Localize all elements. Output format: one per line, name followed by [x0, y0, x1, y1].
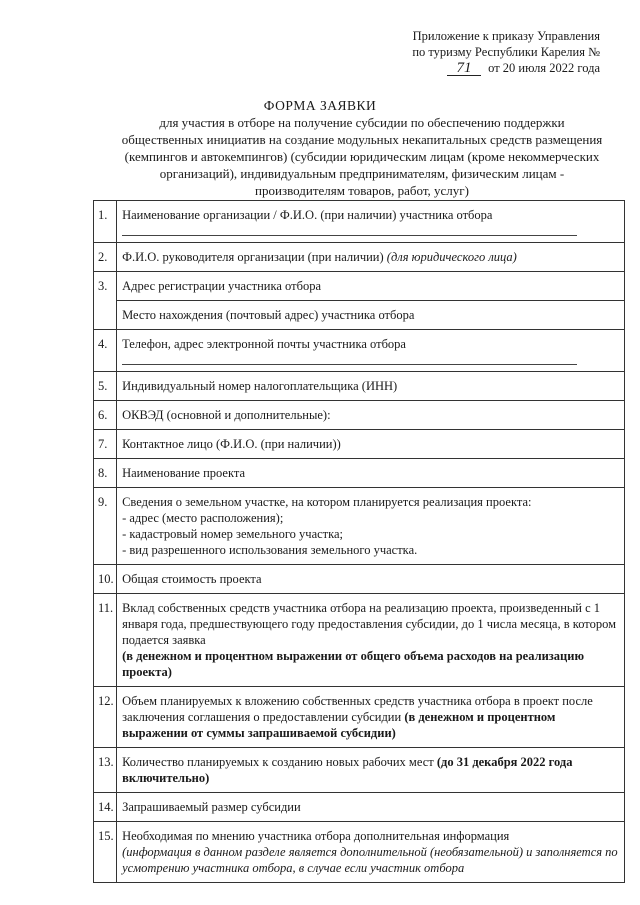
row-number: 5.	[94, 372, 117, 401]
row-text: Адрес регистрации участника отбора	[117, 272, 625, 301]
row-bold-note: (в денежном и процентном выражении от общего объема расходов на реализацию проекта)	[122, 649, 585, 679]
row-note: (для юридического лица)	[386, 250, 517, 264]
row-bold-note: (до 31 декабря 2022 года включительно)	[122, 755, 573, 785]
form-row-3	[94, 272, 625, 301]
row-label: Объем планируемых к вложению собственных средств участника отбора в проект после заключения соглашения о предоставлении субсидии	[122, 694, 593, 724]
order-number: 71	[447, 61, 481, 76]
row-number: 3.	[94, 272, 117, 330]
row-label: Наименование организации / Ф.И.О. (при наличии) участника отбора	[122, 208, 493, 222]
form-row-3b	[94, 301, 625, 330]
form-row-1	[94, 201, 625, 243]
row-number: 1.	[94, 201, 117, 243]
appendix-line-3	[360, 60, 600, 76]
form-title: ФОРМА ЗАЯВКИ	[263, 98, 377, 113]
row-text	[117, 687, 625, 748]
row-bold-note: (в денежном и процентном выражении от суммы запрашиваемой субсидии)	[122, 710, 556, 740]
form-row-8	[94, 459, 625, 488]
row-text	[117, 594, 625, 687]
row-label: Телефон, адрес электронной почты участника отбора	[122, 337, 406, 351]
row-label: Вклад собственных средств участника отбора на реализацию проекта, произведенный с 1 января года, предшествующего году предоставления субсидии, до 1 числа месяца, в котором подается заявка	[122, 601, 616, 647]
row-text: Наименование проекта	[117, 459, 625, 488]
form-row-15	[94, 822, 625, 883]
application-form-table	[93, 200, 625, 883]
row-number: 12.	[94, 687, 117, 748]
row-label: Сведения о земельном участке, на котором планируется реализация проекта:	[122, 495, 532, 509]
row-text: Запрашиваемый размер субсидии	[117, 793, 625, 822]
form-row-4	[94, 330, 625, 372]
order-date: от 20 июля 2022 года	[488, 61, 600, 75]
form-row-6	[94, 401, 625, 430]
form-row-7	[94, 430, 625, 459]
row-number: 14.	[94, 793, 117, 822]
form-row-14	[94, 793, 625, 822]
row-italic-note: (информация в данном разделе является дополнительной (необязательной) и заполняется по усмотрению участника отбора, в случае если участник отбора	[122, 845, 618, 875]
form-row-5	[94, 372, 625, 401]
row-number: 4.	[94, 330, 117, 372]
row-text: ОКВЭД (основной и дополнительные):	[117, 401, 625, 430]
row-number: 2.	[94, 243, 117, 272]
row-text: Индивидуальный номер налогоплательщика (ИНН)	[117, 372, 625, 401]
row-number: 9.	[94, 488, 117, 565]
row-text	[117, 243, 625, 272]
row-number: 6.	[94, 401, 117, 430]
row-text	[117, 822, 625, 883]
row-bullet: - кадастровый номер земельного участка;	[122, 527, 344, 541]
row-text	[117, 330, 625, 372]
row-number: 7.	[94, 430, 117, 459]
row-bullet: - вид разрешенного использования земельного участка.	[122, 543, 418, 557]
row-number: 13.	[94, 748, 117, 793]
appendix-line-1: Приложение к приказу Управления	[412, 29, 600, 43]
form-row-13	[94, 748, 625, 793]
row-label: Необходимая по мнению участника отбора дополнительная информация	[122, 829, 510, 843]
form-row-12	[94, 687, 625, 748]
row-number: 10.	[94, 565, 117, 594]
form-row-10	[94, 565, 625, 594]
appendix-line-2: по туризму Республики Карелия №	[412, 45, 600, 59]
row-number: 8.	[94, 459, 117, 488]
row-number: 11.	[94, 594, 117, 687]
row-bullet: - адрес (место расположения);	[122, 511, 284, 525]
row-label: Количество планируемых к созданию новых рабочих мест	[122, 755, 434, 769]
row-text: Контактное лицо (Ф.И.О. (при наличии))	[117, 430, 625, 459]
form-row-11	[94, 594, 625, 687]
appendix-header	[360, 28, 600, 76]
row-text	[117, 201, 625, 243]
row-label: Ф.И.О. руководителя организации (при наличии)	[122, 250, 384, 264]
row-text: Место нахождения (почтовый адрес) участника отбора	[117, 301, 625, 330]
fill-line	[122, 354, 577, 365]
form-subtitle: для участия в отборе на получение субсидии по обеспечению поддержки общественных инициатив на создание модульных некапитальных средств размещения (кемпингов и автокемпингов) (субсидии юридическим лицам (кроме некоммерческих организаций), индивидуальным предпринимателям, физическим лицам - производителям товаров, работ, услуг)	[121, 115, 603, 198]
row-text	[117, 748, 625, 793]
row-number: 15.	[94, 822, 117, 883]
fill-line	[122, 225, 577, 236]
row-text	[117, 488, 625, 565]
form-row-9	[94, 488, 625, 565]
form-row-2	[94, 243, 625, 272]
row-text: Общая стоимость проекта	[117, 565, 625, 594]
